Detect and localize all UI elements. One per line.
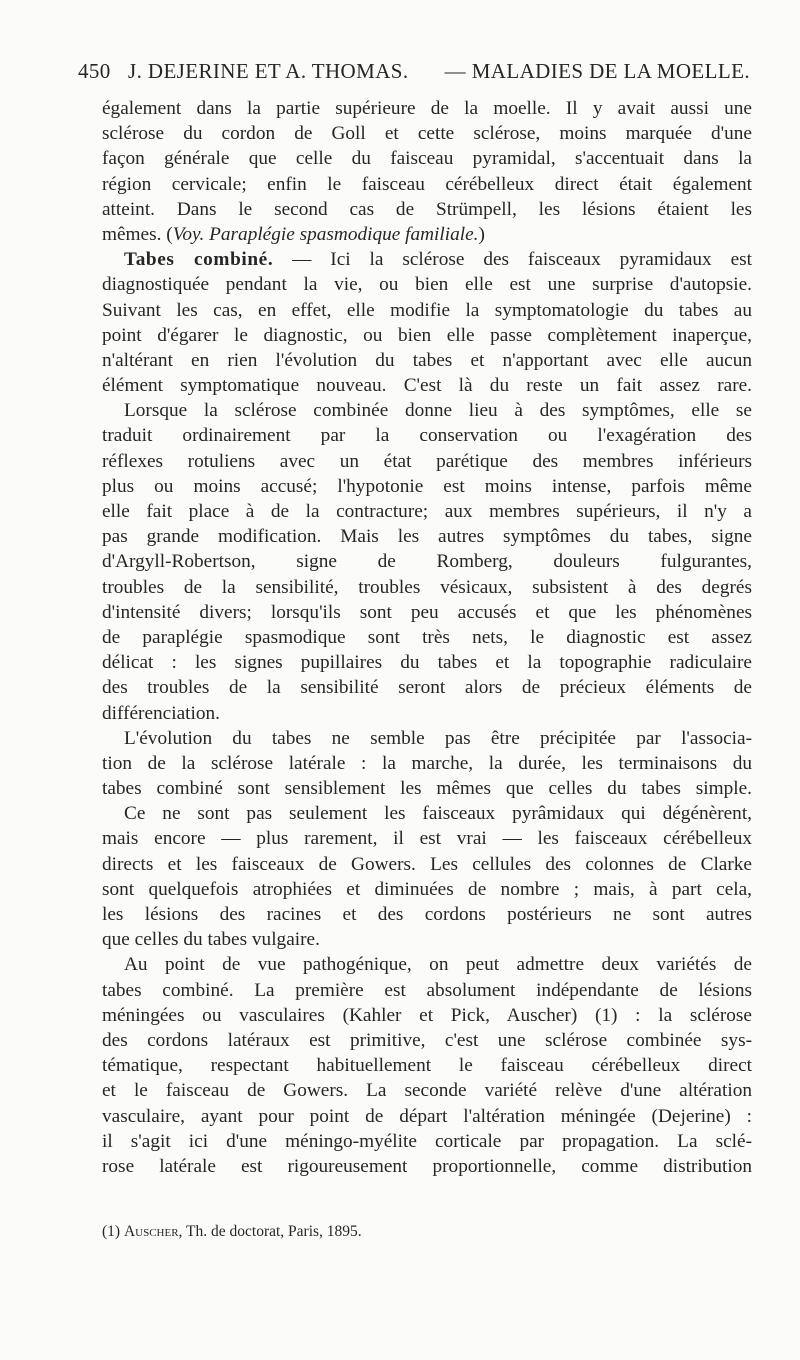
text-line: pas grande modification. Mais les autres symptômes du tabes, signe [102, 526, 752, 548]
text-line: mais encore — plus rarement, il est vrai — les faisceaux cérébelleux [102, 828, 752, 850]
text-line: des troubles de la sensibilité seront alors de précieux éléments de [102, 677, 752, 699]
page-number: 450 [78, 59, 111, 83]
text-line: également dans la partie supérieure de la moelle. Il y avait aussi une [102, 98, 752, 119]
text-line: tématique, respectant habituellement le faisceau cérébelleux direct [102, 1055, 752, 1077]
text-line: troubles de la sensibilité, troubles vésicaux, subsistent à des degrés [102, 576, 752, 598]
text-line: façon générale que celle du faisceau pyramidal, s'accentuait dans la [102, 148, 752, 170]
text-line: des cordons latéraux est primitive, c'est une sclérose combinée sys- [102, 1029, 752, 1051]
footnote [102, 1221, 752, 1243]
text-line: point d'égarer le diagnostic, ou bien elle passe complètement inaperçue, [102, 324, 752, 346]
text-line: et le faisceau de Gowers. La seconde variété relève d'une altération [102, 1080, 752, 1102]
footnote-text: Th. de doctorat, Paris, 1895. [186, 1223, 362, 1240]
text-line: sclérose du cordon de Goll et cette sclérose, moins marquée d'une [102, 123, 752, 145]
section-heading: Tabes combiné. [124, 249, 274, 271]
voy-line-text: mêmes. (Voy. Paraplégie spasmodique familiale.) [102, 223, 485, 245]
text-line: région cervicale; enfin le faisceau cérébelleux direct était également [102, 173, 752, 195]
text-line: tabes combiné sont sensiblement les mêmes que celles du tabes simple. [102, 778, 752, 800]
text-line: traduit ordinairement par la conservation ou l'exagération des [102, 425, 752, 447]
running-head-authors: J. DEJERINE ET A. THOMAS. [128, 59, 409, 83]
text-line: Lorsque la sclérose combinée donne lieu à des symptômes, elle se [124, 400, 752, 422]
text-line: méningées ou vasculaires (Kahler et Pick, Auscher) (1) : la sclérose [102, 1004, 752, 1026]
text-line: Ce ne sont pas seulement les faisceaux pyrâmidaux qui dégénèrent, [124, 803, 752, 825]
text-line: réflexes rotuliens avec un état parétique des membres inférieurs [102, 450, 752, 472]
text-line: elle fait place à de la contracture; aux membres supérieurs, il n'y a [102, 501, 752, 522]
text-line: diagnostiquée pendant la vie, ou bien elle est une surprise d'autopsie. [102, 274, 752, 296]
text-line: directs et les faisceaux de Gowers. Les cellules des colonnes de Clarke [102, 853, 752, 875]
text-line: rose latérale est rigoureusement proportionnelle, comme distribution [102, 1155, 752, 1177]
text-line: élément symptomatique nouveau. C'est là du reste un fait assez rare. [102, 375, 752, 397]
text-line: différenciation. [102, 702, 220, 724]
heading-line-text: Tabes combiné. — Ici la sclérose des faisceaux pyramidaux est [124, 249, 752, 271]
voy-abbrev: Voy. [172, 223, 205, 245]
text-line: il s'agit ici d'une méningo-myélite corticale par propagation. La sclé- [102, 1130, 752, 1152]
text-line: délicat : les signes pupillaires du tabes et la topographie radiculaire [102, 652, 752, 674]
running-head [78, 58, 750, 84]
text-line: atteint. Dans le second cas de Strümpell, les lésions étaient les [102, 198, 752, 220]
text-line: plus ou moins accusé; l'hypotonie est moins intense, parfois même [102, 475, 752, 497]
text-line: tabes combiné. La première est absolument indépendante de lésions [102, 979, 752, 1001]
text-line: sont quelquefois atrophiées et diminuées de nombre ; mais, à part cela, [102, 878, 752, 900]
text-line: Au point de vue pathogénique, on peut admettre deux variétés de [124, 954, 752, 976]
footnote-number: (1) [102, 1223, 121, 1240]
body-text [102, 96, 752, 1179]
text-line: L'évolution du tabes ne semble pas être précipitée par l'associa- [124, 727, 752, 749]
text-line: Suivant les cas, en effet, elle modifie la symptomatologie du tabes au [102, 299, 752, 321]
text-line: d'intensité divers; lorsqu'ils sont peu accusés et que les phénomènes [102, 601, 752, 623]
text-line: d'Argyll-Robertson, signe de Romberg, douleurs fulgurantes, [102, 551, 752, 573]
text-line: vasculaire, ayant pour point de départ l'altération méningée (Dejerine) : [102, 1105, 752, 1127]
text-line: n'altérant en rien l'évolution du tabes et n'apportant avec elle aucun [102, 349, 752, 371]
text-line: de paraplégie spasmodique sont très nets, le diagnostic est assez [102, 626, 752, 648]
cross-reference-title: Paraplégie spasmodique familiale. [209, 223, 479, 245]
text-line-heading [102, 247, 752, 272]
text-line: que celles du tabes vulgaire. [102, 929, 320, 951]
text-line: tion de la sclérose latérale : la marche, la durée, les terminaisons du [102, 752, 752, 774]
text-line-voy [102, 222, 752, 247]
footnote-author: Auscher, [123, 1223, 183, 1240]
running-head-title: — MALADIES DE LA MOELLE. [444, 59, 750, 83]
text-line: les lésions des racines et des cordons postérieurs ne sont autres [102, 904, 752, 925]
